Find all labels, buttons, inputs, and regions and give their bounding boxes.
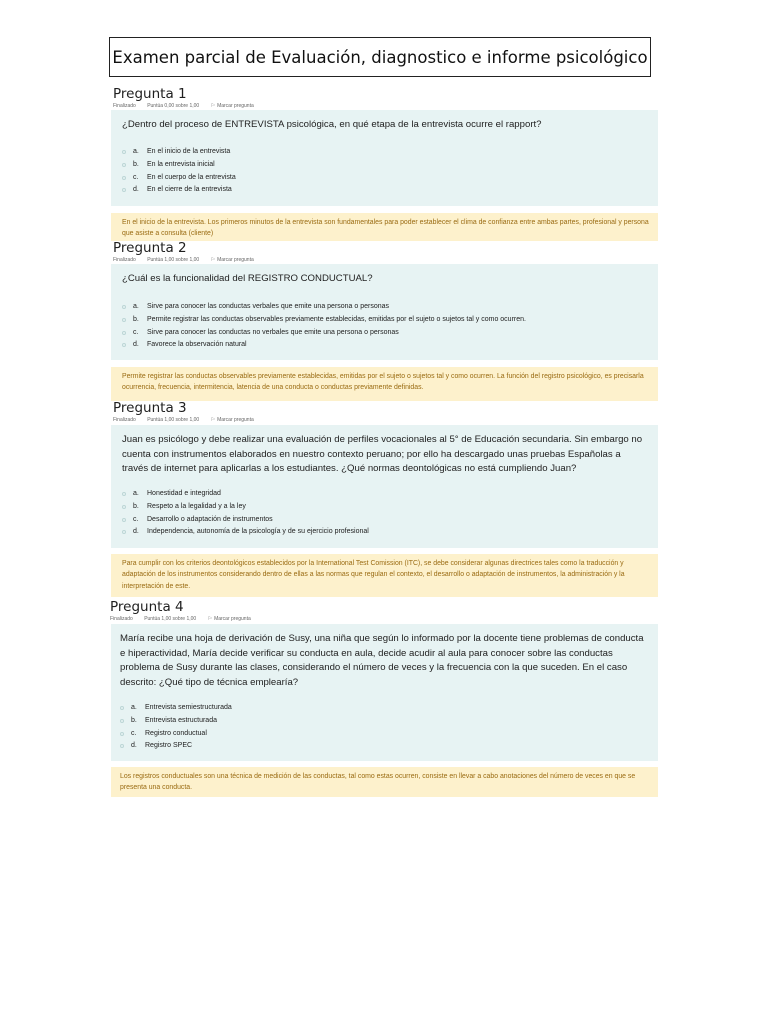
answer-option[interactable]: a. Entrevista semiestructurada: [120, 702, 232, 715]
answer-option[interactable]: b. Permite registrar las conductas observables previamente establecidas, emitidas por el sujeto o sujetos tal y como ocurren.: [122, 314, 526, 327]
radio-button[interactable]: [120, 719, 124, 723]
question-text: Juan es psicólogo y debe realizar una evaluación de perfiles vocacionales al 5° de Educación secundaria. Sin embargo no cuenta con instrumentos elaborados en nuestro contexto peruano; por ello ha descargado unas pruebas Españolas a través de internet para aplicarlas a los estudiantes. ¿Qué normas deontológicas no está cumpliendo Juan?: [122, 434, 643, 474]
status-label: Finalizado: [113, 103, 136, 109]
radio-button[interactable]: [122, 505, 126, 509]
flag-icon[interactable]: ⚐: [210, 417, 216, 423]
radio-button[interactable]: [122, 518, 126, 522]
answer-option[interactable]: d. Favorece la observación natural: [122, 339, 526, 352]
radio-button[interactable]: [120, 744, 124, 748]
answer-option[interactable]: d. Independencia, autonomía de la psicología y de su ejercicio profesional: [122, 526, 369, 539]
radio-button[interactable]: [122, 318, 126, 322]
status-label: Finalizado: [110, 616, 133, 622]
flag-question-link[interactable]: Marcar pregunta: [217, 417, 254, 423]
flag-question-link[interactable]: Marcar pregunta: [217, 103, 254, 109]
answer-option[interactable]: c. Registro conductual: [120, 728, 232, 741]
question-header: [113, 86, 264, 109]
answer-option[interactable]: b. Entrevista estructurada: [120, 715, 232, 728]
radio-button[interactable]: [120, 732, 124, 736]
question-meta: [113, 103, 264, 109]
answer-option[interactable]: c. Sirve para conocer las conductas no verbales que emite una persona o personas: [122, 327, 526, 340]
answer-options: [122, 146, 236, 197]
question-text: ¿Cuál es la funcionalidad del REGISTRO CONDUCTUAL?: [122, 273, 373, 284]
feedback-box: Para cumplir con los criterios deontológicos establecidos por la International Test Comission (ITC), se debe considerar algunas directrices tales como la traducción y adaptación de los instrumentos considerando dentro de ellas a las normas que regulan el contexto, el desarrollo o adaptación de instrumentos, la administración y la interpretación de este.: [111, 554, 658, 597]
status-label: Finalizado: [113, 417, 136, 423]
question-box: [111, 624, 658, 761]
question-header: [110, 599, 261, 622]
radio-button[interactable]: [122, 188, 126, 192]
question-text: ¿Dentro del proceso de ENTREVISTA psicológica, en qué etapa de la entrevista ocurre el rapport?: [122, 119, 542, 130]
flag-question-link[interactable]: Marcar pregunta: [217, 257, 254, 263]
question-number: Pregunta 3: [113, 400, 187, 416]
question-meta: [113, 257, 264, 263]
radio-button[interactable]: [122, 331, 126, 335]
radio-button[interactable]: [122, 150, 126, 154]
question-header: [113, 400, 264, 423]
document-title: Examen parcial de Evaluación, diagnostico e informe psicológico: [109, 37, 651, 77]
flag-question-link[interactable]: Marcar pregunta: [214, 616, 251, 622]
status-label: Finalizado: [113, 257, 136, 263]
answer-options: [120, 702, 232, 753]
radio-button[interactable]: [122, 530, 126, 534]
answer-option[interactable]: a. En el inicio de la entrevista: [122, 146, 236, 159]
feedback-box: Permite registrar las conductas observables previamente establecidas, emitidas por el sujeto o sujetos tal y como ocurren. La función del registro psicológico, es precisarla ocurrencia, frecuencia, intermitencia, latencia de una conducta o conductas previamente definidas.: [111, 367, 658, 401]
question-box: [111, 110, 658, 206]
flag-icon[interactable]: ⚐: [210, 103, 216, 109]
radio-button[interactable]: [122, 343, 126, 347]
flag-icon[interactable]: ⚐: [207, 616, 213, 622]
score-label: Puntúa 1,00 sobre 1,00: [144, 616, 197, 622]
answer-option[interactable]: a. Honestidad e integridad: [122, 488, 369, 501]
radio-button[interactable]: [122, 176, 126, 180]
radio-button[interactable]: [122, 305, 126, 309]
answer-option[interactable]: c. En el cuerpo de la entrevista: [122, 172, 236, 185]
question-meta: [113, 417, 264, 423]
feedback-box: Los registros conductuales son una técnica de medición de las conductas, tal como estas ocurren, consiste en llevar a cabo anotaciones del número de veces en que se presenta una conducta.: [111, 767, 658, 797]
radio-button[interactable]: [122, 492, 126, 496]
answer-option[interactable]: d. Registro SPEC: [120, 740, 232, 753]
answer-options: [122, 488, 369, 539]
feedback-box: En el inicio de la entrevista. Los primeros minutos de la entrevista son fundamentales para poder establecer el clima de confianza entre ambas partes, profesional y persona que asiste a consulta (cliente): [111, 213, 658, 241]
radio-button[interactable]: [120, 706, 124, 710]
score-label: Puntúa 1,00 sobre 1,00: [147, 257, 200, 263]
question-number: Pregunta 4: [110, 599, 184, 615]
flag-icon[interactable]: ⚐: [210, 257, 216, 263]
answer-option[interactable]: a. Sirve para conocer las conductas verbales que emite una persona o personas: [122, 301, 526, 314]
question-number: Pregunta 2: [113, 240, 187, 256]
answer-option[interactable]: c. Desarrollo o adaptación de instrumentos: [122, 514, 369, 527]
score-label: Puntúa 1,00 sobre 1,00: [147, 417, 200, 423]
question-box: [111, 425, 658, 548]
score-label: Puntúa 0,00 sobre 1,00: [147, 103, 200, 109]
answer-option[interactable]: b. Respeto a la legalidad y a la ley: [122, 501, 369, 514]
question-text: María recibe una hoja de derivación de Susy, una niña que según lo informado por la docente tiene problemas de conducta e hiperactividad, María decide verificar su conducta en aula, decide acudir al aula para conocer sobre las conductas problema de Susy durante las clases, considerando el número de veces y la frecuencia con la que suceden. En el caso descrito: ¿Qué tipo de técnica emplearía?: [120, 633, 644, 688]
question-header: [113, 240, 264, 263]
question-number: Pregunta 1: [113, 86, 187, 102]
answer-options: [122, 301, 526, 352]
answer-option[interactable]: d. En el cierre de la entrevista: [122, 184, 236, 197]
radio-button[interactable]: [122, 163, 126, 167]
answer-option[interactable]: b. En la entrevista inicial: [122, 159, 236, 172]
question-meta: [110, 616, 261, 622]
question-box: [111, 264, 658, 360]
